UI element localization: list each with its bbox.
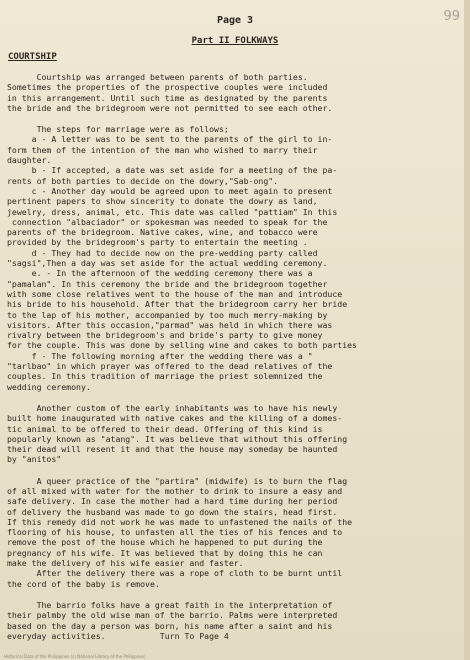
text-line: their palmby the old wise man of the barrio. Palms were interpreted [7, 610, 338, 621]
text-line: parents of the bridegroom. Native cakes, wine, and tobacco were [7, 227, 318, 238]
text-line: of all mixed with water for the mother to drink to insure a easy and [7, 485, 343, 496]
text-line: to the lap of his mother, accompanied by too much merry-making by [7, 309, 328, 320]
text-line: remove the post of the house which he happened to put during the [7, 537, 323, 548]
text-line: safe delivery. In case the mother had a hard time during her period [7, 496, 338, 507]
section-title: COURTSHIP [8, 52, 57, 62]
handwritten-page-mark: 99 [443, 9, 460, 24]
text-line: their dead will resent it and that the house may someday be haunted [7, 444, 338, 455]
text-line: pertinent papers to show sincerity to donate the dowry as land, [7, 196, 318, 207]
text-line: A queer practice of the "partira" (midwife) is to burn the flag [7, 475, 348, 486]
text-line: Courtship was arranged between parents of both parties. [7, 72, 308, 82]
text-line: with some close relatives went to the house of the man and introduce [7, 288, 343, 299]
text-line: Sometimes the properties of the prospective couples were included [7, 82, 328, 93]
text-line: "sagsi",Then a day was set aside for the actual wedding ceremony. [7, 258, 328, 269]
text-line: tic animal to be offered to their dead. Offering of this kind is [7, 423, 323, 434]
part-title: Part II FOLKWAYS [191, 36, 279, 46]
text-line: daughter. [7, 155, 52, 166]
document-body [7, 72, 465, 641]
archive-footer: Historical Data of the Philippines (c) National Library of the Philippines [4, 654, 145, 659]
text-line: form them of the intention of the man who wished to marry their [7, 144, 318, 155]
text-line: the bride and the bridegroom were not permitted to see each other. [7, 102, 333, 113]
text-line: visitors. After this occasion,"parmad" was held in which there was [7, 319, 333, 330]
page-number: Page 3 [216, 15, 254, 26]
text-line: The steps for marriage were as follows; [7, 124, 229, 135]
text-line: f - The following morning after the wedding there was a " [7, 350, 313, 361]
text-line: "tarlbao" in which prayer was offered to the dead relatives of the [7, 361, 333, 372]
text-line: make the delivery of his wife easier and faster. [7, 558, 244, 569]
text-line: for the couple. This was done by selling wine and cakes to both parties [7, 340, 357, 351]
text-line: rivalry between the bridegroom's and bride's party to give money [7, 330, 323, 341]
text-line: e. - In the afternoon of the wedding ceremony there was a [7, 268, 313, 279]
text-line: d - They had to decide now on the pre-wedding party called [7, 247, 318, 258]
text-line: the cord of the baby is remove. [7, 578, 160, 589]
paragraph-gap [7, 589, 465, 600]
text-line: in this arrangement. Until such time as designated by the parents [7, 92, 328, 103]
text-line: connection "albaciador" or spokesman was needed to speak for the [7, 216, 328, 227]
text-line: of delivery the husband was made to go down the stairs, head first. [7, 506, 338, 517]
text-line: built home inaugurated with native cakes and the killing of a domes- [7, 413, 343, 424]
text-line: b - If accepted, a date was set aside for a meeting of the pa- [7, 165, 338, 176]
text-line: rents of both parties to decide on the dowry,"Sab-ong". [7, 175, 279, 186]
text-line: his bride to his household. After that the bridegroom carry her bride [7, 299, 348, 310]
text-line: "pamalan". In this ceremony the bride and the bridegroom together [7, 278, 328, 289]
text-line: based on the day a person was born, his name after a saint and his [7, 620, 333, 631]
text-line: c - Another day would be agreed upon to meet again to present [7, 185, 333, 196]
text-line: After the delivery there was a rope of cloth to be burnt until [7, 568, 343, 579]
text-line: flooring of his house, to unfasten all the ties of his fences and to [7, 527, 343, 538]
text-line: If this remedy did not work he was made to unfastened the nails of the [7, 516, 353, 527]
text-line: pregnancy of his wife. It was believed that by doing this he can [7, 547, 323, 558]
paragraph-gap [7, 392, 465, 403]
text-line: couples. In this tradition of marriage the priest solemnized the [7, 371, 323, 382]
text-line: wedding ceremony. [7, 381, 91, 392]
text-line: jewelry, dress, animal, etc. This date was called "pattiam" In this [7, 206, 338, 217]
text-line: The barrio folks have a great faith in the interpretation of [7, 599, 333, 610]
text-line: provided by the bridegroom's party to entertain the meeting . [7, 237, 308, 248]
text-line: Another custom of the early inhabitants was to have his newly [7, 402, 338, 413]
text-line: everyday activities. Turn To Page 4 [7, 630, 229, 641]
paragraph-gap [7, 113, 465, 124]
text-line: a - A letter was to be sent to the parents of the girl to in- [7, 134, 333, 145]
text-line: by "anitos" [7, 454, 62, 465]
paragraph-gap [7, 465, 465, 476]
text-line: popularly known as "atang". It was believe that without this offering [7, 433, 348, 444]
